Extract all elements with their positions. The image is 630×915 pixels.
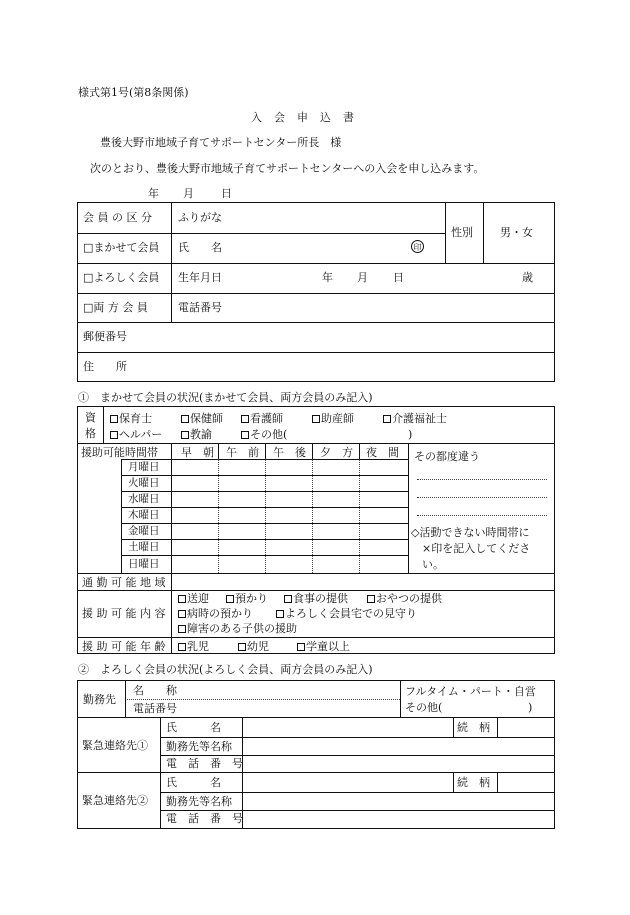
content-snacks[interactable]: おやつの提供 [367,593,442,604]
address-label: 住 所 [83,360,127,373]
date-day: 日 [221,187,232,200]
checkbox-icon [284,595,292,603]
employment-other[interactable]: その他( [405,701,443,714]
day-tuesday: 火曜日 [128,477,160,489]
furigana-label: ふりがな [178,211,222,224]
seal-mark: 印 [411,240,424,253]
checkbox-icon [181,415,189,423]
assist-age-label: 援 助 可 能 年 齢 [82,640,166,653]
contact2-phone-label: 電 話 番 号 [166,812,243,825]
checkbox-icon [312,415,320,423]
content-care[interactable]: 預かり [226,593,268,604]
date-month: 月 [183,187,194,200]
checkbox-icon [383,415,391,423]
workplace-name-label: 名 称 [133,684,177,697]
day-friday: 金曜日 [128,525,160,537]
checkbox-icon [226,595,234,603]
period-morning: 午 前 [226,446,259,459]
member-type-label: 会 員 の 区 分 [83,211,152,224]
birth-label: 生年月日 [178,271,222,284]
qual-public-health-nurse[interactable]: 保健師 [181,413,223,424]
contact2-name-label: 氏 名 [166,776,221,789]
contact2-relation-label: 続 柄 [457,776,490,789]
checkbox-icon [178,610,186,618]
employment-type[interactable]: フルタイム・パート・自営 [405,685,536,698]
page-title: 入 会 申 込 書 [251,111,355,124]
employment-other-close: ) [528,701,533,714]
section1-heading: ① まかせて会員の状況(まかせて会員、両方会員のみ記入) [78,391,373,404]
checkbox-icon [178,595,186,603]
checkbox-icon [181,431,189,439]
checkbox-icon [110,431,118,439]
period-early-morning: 早 朝 [181,446,214,459]
commute-area-label: 通 勤 可 能 地 域 [82,576,166,589]
date-year: 年 [148,187,159,200]
checkbox-icon [178,643,186,651]
qual-midwife[interactable]: 助産師 [312,413,354,424]
checkbox-icon [276,610,284,618]
contact1-relation-label: 続 柄 [457,721,490,734]
age-unit: 歳 [522,271,533,284]
name-label: 氏 名 [178,241,222,254]
content-disability[interactable]: 障害のある子供の援助 [178,623,297,634]
age-school[interactable]: 学童以上 [297,641,350,652]
day-monday: 月曜日 [128,461,160,473]
period-afternoon: 午 後 [273,446,306,459]
age-toddler[interactable]: 幼児 [238,641,269,652]
qualification-label-1: 資 [85,411,96,424]
member-type-yoroshiku[interactable]: □よろしく会員 [83,271,160,284]
qual-nursery-teacher[interactable]: 保育士 [110,413,152,424]
birth-month: 月 [357,271,368,284]
day-sunday: 日曜日 [128,558,160,570]
period-night: 夜 間 [366,446,399,459]
gender-label: 性別 [451,226,473,239]
checkbox-icon [241,415,249,423]
age-infant[interactable]: 乳児 [178,641,209,652]
qual-nurse[interactable]: 看護師 [241,413,283,424]
checkbox-icon [238,643,246,651]
qualification-label-2: 格 [85,427,96,440]
checkbox-icon [367,595,375,603]
emergency-contact-2-label: 緊急連絡先② [82,794,148,807]
qual-other[interactable]: その他( [241,429,287,440]
note-line-1: ◇活動できない時間帯に [411,526,530,539]
checkbox-icon [241,431,249,439]
checkbox-icon [110,415,118,423]
contact2-workplace-label: 勤務先等名称 [166,795,232,808]
contact1-phone-label: 電 話 番 号 [166,757,243,770]
form-number: 様式第1号(第8条関係) [78,86,189,99]
birth-day: 日 [393,271,404,284]
gender-value[interactable]: 男・女 [500,226,533,239]
time-label: 援助可能時間帯 [81,446,158,459]
member-type-makasete[interactable]: □まかせて会員 [83,241,160,254]
emergency-contact-1-label: 緊急連絡先① [82,739,148,752]
phone-label: 電話番号 [178,301,222,314]
qual-other-close: ) [408,428,413,441]
birth-year: 年 [322,271,333,284]
qual-teacher[interactable]: 教諭 [181,429,212,440]
qual-helper[interactable]: ヘルパー [110,429,162,440]
note-line-3: い。 [411,558,444,571]
varies-label: その都度違う [414,450,480,463]
content-meals[interactable]: 食事の提供 [284,593,348,604]
day-thursday: 木曜日 [128,509,160,521]
workplace-phone-label: 電話番号 [133,702,177,715]
addressee: 豊後大野市地域子育てサポートセンター所長 様 [100,136,342,149]
content-sick-care[interactable]: 病時の預かり [178,608,253,619]
day-wednesday: 水曜日 [128,493,160,505]
note-line-2: ×印を記入してくださ [411,542,531,555]
workplace-label: 勤務先 [83,693,116,706]
qual-care-worker[interactable]: 介護福祉士 [383,413,447,424]
day-saturday: 土曜日 [128,541,160,553]
postal-label: 郵便番号 [83,330,127,343]
period-evening: 夕 方 [320,446,353,459]
section2-heading: ② よろしく会員の状況(よろしく会員、両方会員のみ記入) [78,663,373,676]
contact1-workplace-label: 勤務先等名称 [166,740,232,753]
contact1-name-label: 氏 名 [166,721,221,734]
checkbox-icon [297,643,305,651]
checkbox-icon [178,625,186,633]
member-type-both[interactable]: □両 方 会 員 [83,301,148,314]
content-home-watch[interactable]: よろしく会員宅での見守り [276,608,417,619]
content-transport[interactable]: 送迎 [178,593,209,604]
intro-text: 次のとおり、豊後大野市地域子育てサポートセンターへの入会を申し込みます。 [90,162,485,175]
assist-content-label: 援 助 可 能 内 容 [82,607,166,620]
